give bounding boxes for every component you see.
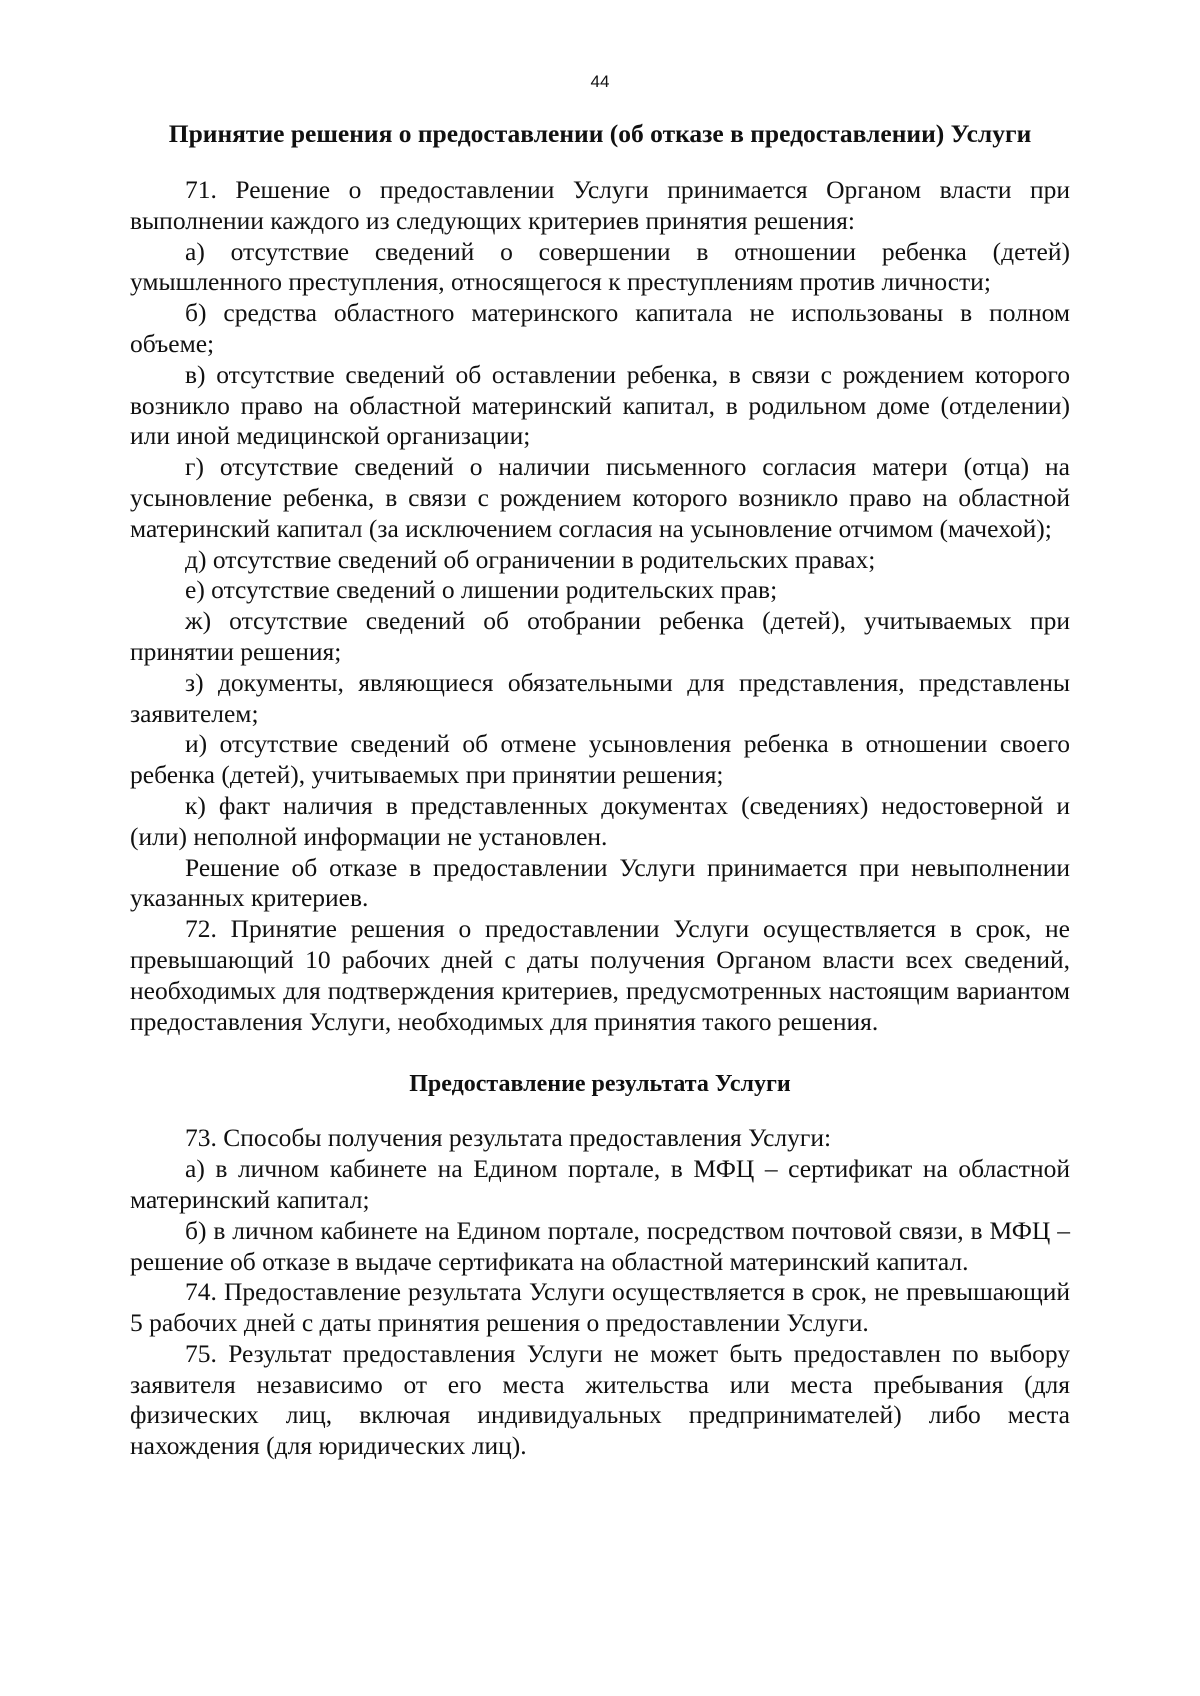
criterion-a: а) отсутствие сведений о совершении в отношении ребенка (детей) умышленного преступления, относящегося к преступлениям против личности; xyxy=(130,236,1070,297)
criterion-d: д) отсутствие сведений об ограничении в родительских правах; xyxy=(185,544,876,574)
criterion-z: з) документы, являющиеся обязательными для представления, представлены заявителем; xyxy=(130,667,1070,728)
paragraph-74: 74. Предоставление результата Услуги осуществляется в срок, не превышающий 5 рабочих дней с даты принятия решения о предоставлении Услуги. xyxy=(130,1277,1070,1338)
section-heading-result: Предоставление результата Услуги xyxy=(409,1071,791,1098)
section-heading-decision: Принятие решения о предоставлении (об отказе в предоставлении) Услуги xyxy=(168,119,1032,148)
paragraph-75: 75. Результат предоставления Услуги не может быть предоставлен по выбору заявителя независимо от его места жительства или места пребывания (для физических лиц, включая индивидуальных предпринимателей) либо места нахождения (для юридических лиц). xyxy=(130,1338,1070,1461)
result-method-b: б) в личном кабинете на Едином портале, посредством почтовой связи, в МФЦ – решение об отказе в выдаче сертификата на областной материнский капитал. xyxy=(130,1215,1070,1276)
criterion-zh: ж) отсутствие сведений об отобрании ребенка (детей), учитываемых при принятии решения; xyxy=(130,606,1070,666)
criterion-e: е) отсутствие сведений о лишении родительских прав; xyxy=(185,575,778,605)
paragraph-72: 72. Принятие решения о предоставлении Услуги осуществляется в срок, не превышающий 10 рабочих дней с даты получения Органом власти всех сведений, необходимых для подтверждения критериев, предусмотренных настоящим вариантом предоставления Услуги, необходимых для принятия такого решения. xyxy=(130,914,1070,1036)
criterion-k: к) факт наличия в представленных документах (сведениях) недостоверной и (или) неполной информации не установлен. xyxy=(130,790,1070,851)
page-number: 44 xyxy=(590,72,610,91)
paragraph-73: 73. Способы получения результата предоставления Услуги: xyxy=(185,1123,832,1153)
criterion-b: б) средства областного материнского капитала не использованы в полном объеме; xyxy=(130,298,1070,358)
document-body xyxy=(130,117,1070,1462)
refusal-paragraph: Решение об отказе в предоставлении Услуги принимается при невыполнении указанных критериев. xyxy=(130,852,1070,913)
criterion-v: в) отсутствие сведений об оставлении ребенка, в связи с рождением которого возникло право на областной материнский капитал, в родильном доме (отделении) или иной медицинской организации; xyxy=(130,359,1070,451)
paragraph-71: 71. Решение о предоставлении Услуги принимается Органом власти при выполнении каждого из следующих критериев принятия решения: xyxy=(130,175,1070,235)
criterion-g: г) отсутствие сведений о наличии письменного согласия матери (отца) на усыновление ребенка, в связи с рождением которого возникло право на областной материнский капитал (за исключением согласия на усыновление отчимом (мачехой); xyxy=(130,452,1070,543)
criterion-i: и) отсутствие сведений об отмене усыновления ребенка в отношении своего ребенка (детей), учитываемых при принятии решения; xyxy=(130,729,1070,790)
result-method-a: а) в личном кабинете на Едином портале, в МФЦ – сертификат на областной материнский капитал; xyxy=(130,1154,1070,1214)
